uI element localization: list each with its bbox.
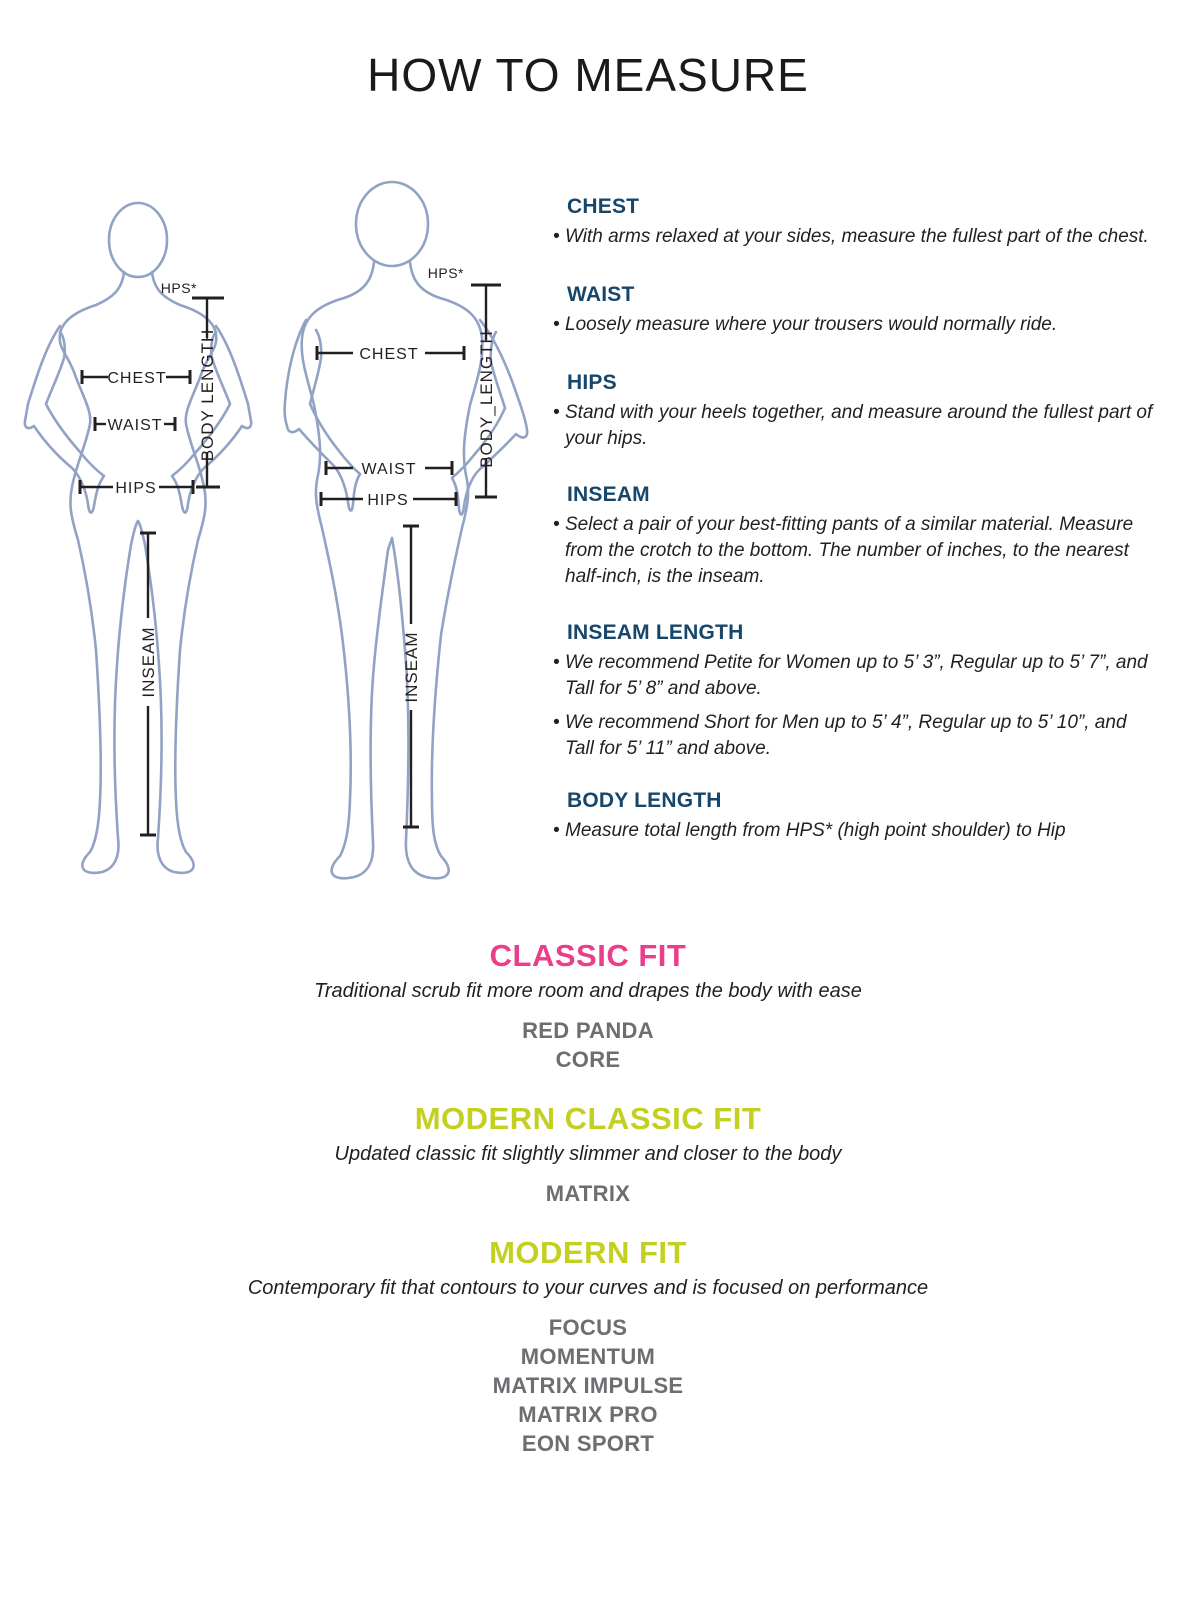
fit-modern-name: MODERN FIT [489, 1235, 687, 1270]
section-chest-bullet [553, 224, 1159, 250]
section-inseam-bullet [553, 512, 1159, 590]
female-inseam-label: INSEAM [139, 626, 158, 698]
bullet-text: Select a pair of your best-fitting pants of a similar material. Measure from the crotch to the bottom. The number of inches, to the nearest half-inch, is the inseam. [565, 514, 1134, 587]
bullet-text: Stand with your heels together, and measure around the fullest part of your hips. [565, 402, 1153, 449]
male-inseam-label: INSEAM [402, 631, 421, 703]
female-body-length-label: BODY LENGTH [198, 328, 217, 462]
section-body-length-heading: BODY LENGTH [567, 789, 722, 812]
male-hips-label: HIPS [367, 492, 409, 509]
fit-modern-classic [0, 1101, 1176, 1208]
section-inseam-length [553, 621, 1159, 762]
section-inseam-length-bullet-2 [553, 710, 1159, 762]
product-line: FOCUS [548, 1315, 628, 1340]
section-body-length-bullet [553, 818, 1159, 844]
section-hips-bullet [553, 400, 1159, 452]
fit-modern [0, 1235, 1176, 1458]
bullet-text: With arms relaxed at your sides, measure the fullest part of the chest. [565, 226, 1149, 247]
product-line: MATRIX [545, 1181, 631, 1206]
page-title: HOW TO MEASURE [367, 49, 809, 101]
product-line: EON SPORT [521, 1431, 655, 1456]
product-line: CORE [555, 1047, 621, 1072]
female-body-outline [60, 272, 217, 873]
bullet-dot: • [553, 314, 560, 335]
section-inseam-heading: INSEAM [567, 483, 650, 506]
bullet-dot: • [553, 514, 560, 535]
section-hips [553, 371, 1159, 452]
product-line: MOMENTUM [520, 1344, 656, 1369]
fit-modern-classic-description: Updated classic fit slightly slimmer and closer to the body [334, 1143, 842, 1165]
section-waist-heading: WAIST [567, 283, 635, 306]
fit-modern-classic-product-lines [0, 1179, 1176, 1208]
section-body-length [553, 789, 1159, 844]
bullet-dot: • [553, 820, 560, 841]
male-figure [285, 182, 528, 878]
fit-classic [0, 938, 1176, 1074]
section-waist-bullet [553, 312, 1159, 338]
bullet-text: Loosely measure where your trousers would normally ride. [565, 314, 1058, 335]
measurement-instructions [553, 195, 1159, 852]
product-line: MATRIX IMPULSE [492, 1373, 684, 1398]
figure-diagram-svg [0, 0, 560, 900]
male-waist-label: WAIST [361, 461, 417, 478]
section-hips-heading: HIPS [567, 371, 617, 394]
male-hps-label: HPS* [427, 265, 464, 281]
section-inseam-length-heading: INSEAM LENGTH [567, 621, 744, 644]
fit-modern-description: Contemporary fit that contours to your curves and is focused on performance [247, 1277, 929, 1299]
female-figure [25, 203, 251, 873]
measurement-figures [0, 0, 560, 900]
male-chest-label: CHEST [359, 346, 419, 363]
section-chest-heading: CHEST [567, 195, 640, 218]
female-hips-label: HIPS [115, 480, 157, 497]
fit-modern-classic-name: MODERN CLASSIC FIT [414, 1101, 762, 1136]
bullet-text: Measure total length from HPS* (high point shoulder) to Hip [565, 820, 1066, 841]
fit-sections [0, 938, 1176, 1485]
bullet-dot: • [553, 402, 560, 423]
section-chest [553, 195, 1159, 250]
female-left-arm-outline [25, 326, 104, 513]
bullet-dot: • [553, 226, 560, 247]
section-waist [553, 283, 1159, 338]
bullet-dot: • [553, 712, 560, 733]
female-hps-label: HPS* [160, 280, 197, 296]
male-left-arm-outline [285, 320, 360, 511]
fit-classic-product-lines [0, 1016, 1176, 1074]
bullet-dot: • [553, 652, 560, 673]
bullet-text: We recommend Short for Men up to 5’ 4”, Regular up to 5’ 10”, and Tall for 5’ 11” and above. [565, 712, 1127, 759]
bullet-text: We recommend Petite for Women up to 5’ 3”, Regular up to 5’ 7”, and Tall for 5’ 8” and above. [565, 652, 1148, 699]
female-head-outline [109, 203, 167, 277]
male-head-outline [356, 182, 428, 266]
product-line: MATRIX PRO [518, 1402, 658, 1427]
product-line: RED PANDA [522, 1018, 654, 1043]
female-chest-label: CHEST [107, 370, 167, 387]
section-inseam [553, 483, 1159, 590]
fit-classic-description: Traditional scrub fit more room and drapes the body with ease [314, 980, 862, 1002]
male-body-length-label: BODY_LENGTH [477, 330, 496, 468]
section-inseam-length-bullet-1 [553, 650, 1159, 702]
fit-classic-name: CLASSIC FIT [489, 938, 687, 973]
female-waist-label: WAIST [107, 417, 163, 434]
fit-modern-product-lines [0, 1313, 1176, 1458]
